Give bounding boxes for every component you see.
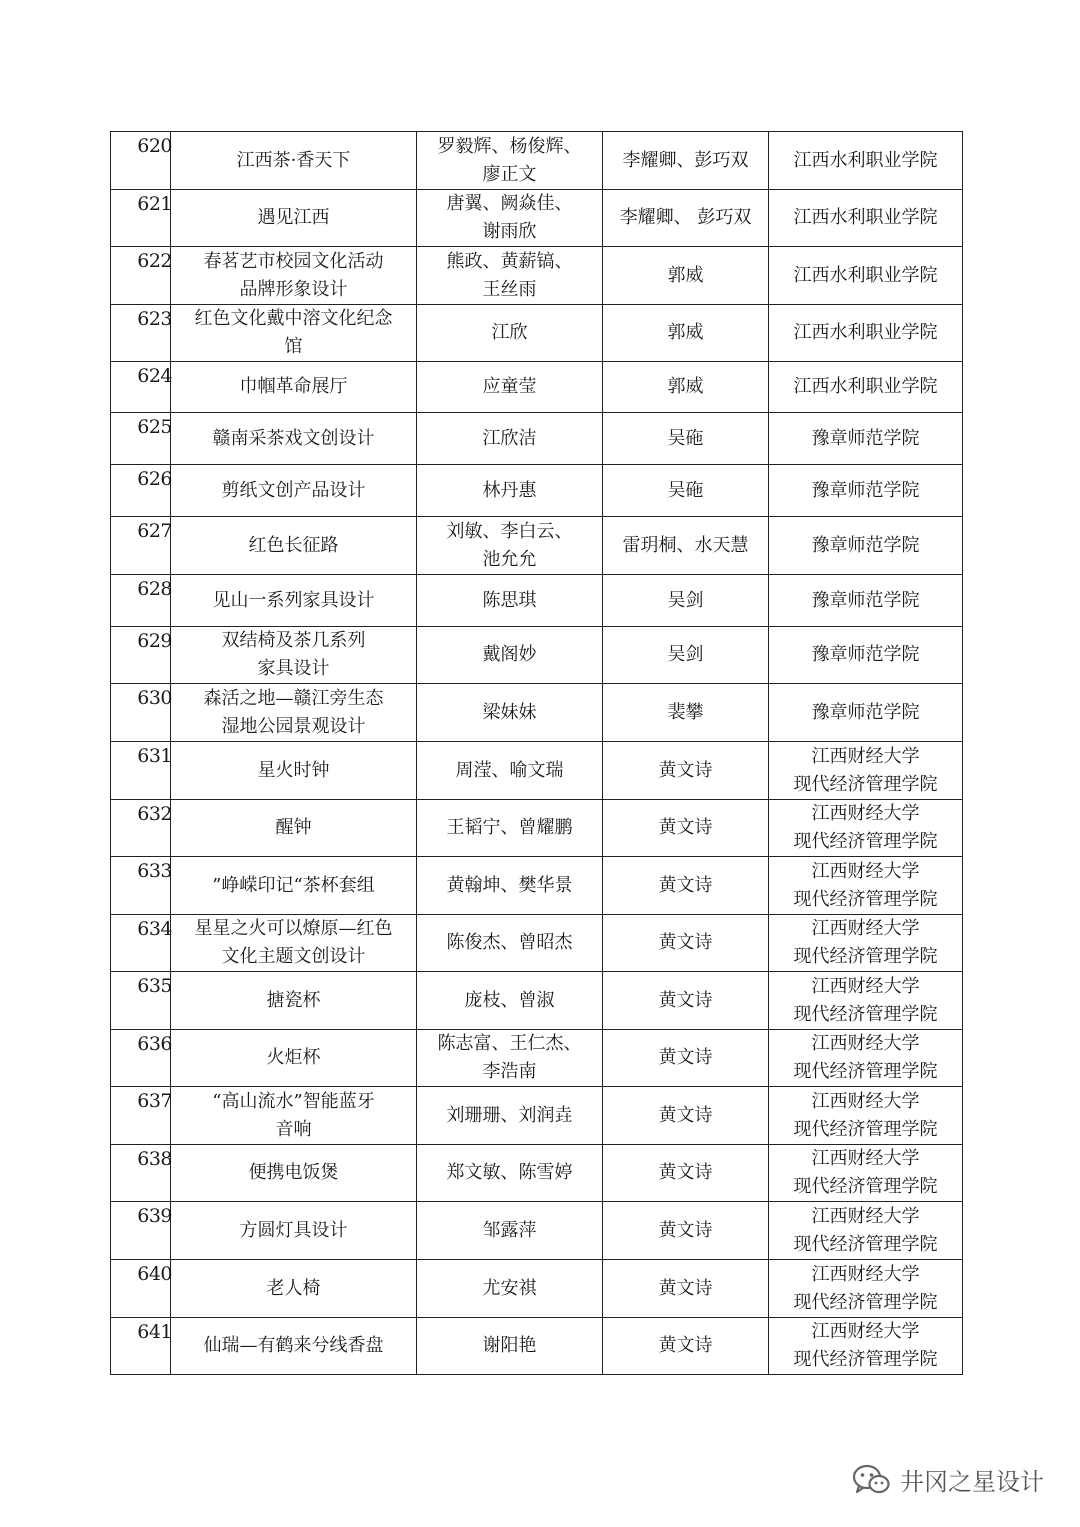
table-row [111, 1260, 963, 1318]
table-row [111, 1030, 963, 1087]
work-title: 巾帼革命展厅 [239, 376, 348, 397]
work-title-cell [171, 972, 417, 1030]
advisors-cell [603, 1260, 769, 1318]
work-title-cell [171, 413, 417, 465]
row-number: 626 [137, 468, 172, 490]
authors-cell [417, 972, 603, 1030]
advisors-cell [603, 684, 769, 742]
table-row [111, 972, 963, 1030]
table-row [111, 305, 963, 362]
work-title: ”峥嵘印记“茶杯套组 [212, 874, 375, 896]
authors: 黄翰坤、樊华景 [446, 874, 573, 896]
table-row [111, 742, 963, 800]
authors: 应童莹 [482, 376, 537, 397]
school-cell [769, 247, 963, 305]
row-number: 634 [137, 918, 172, 940]
school-cell [769, 190, 963, 247]
advisors-cell [603, 413, 769, 465]
authors-cell [417, 1145, 603, 1202]
row-number-cell [111, 972, 171, 1030]
advisors: 黄文诗 [658, 874, 713, 896]
advisors-cell [603, 362, 769, 413]
authors: 林丹惠 [482, 479, 537, 501]
table-row [111, 465, 963, 517]
school: 江西水利职业学院 [793, 322, 938, 343]
work-title: 醒钟 [275, 817, 312, 838]
school: 江西财经大学 现代经济管理学院 [793, 1263, 938, 1313]
row-number: 635 [137, 975, 172, 997]
work-title: 剪纸文创产品设计 [221, 479, 366, 501]
advisors-cell [603, 800, 769, 857]
school: 江西水利职业学院 [793, 149, 938, 171]
advisors: 雷玥桐、水天慧 [622, 534, 749, 556]
work-title: 火炬杯 [266, 1047, 321, 1068]
authors-cell [417, 190, 603, 247]
advisors: 郭威 [667, 264, 704, 286]
advisors-cell [603, 742, 769, 800]
work-title: 红色长征路 [248, 534, 339, 556]
school-cell [769, 857, 963, 915]
authors: 罗毅辉、杨俊辉、 廖正文 [437, 135, 582, 185]
school-cell [769, 305, 963, 362]
authors-cell [417, 800, 603, 857]
authors: 周滢、喻文瑞 [455, 759, 564, 781]
work-title: 方圆灯具设计 [239, 1219, 348, 1241]
row-number: 625 [137, 416, 172, 438]
school: 豫章师范学院 [811, 479, 920, 501]
authors-cell [417, 247, 603, 305]
table-row [111, 915, 963, 972]
authors: 邹露萍 [482, 1219, 537, 1241]
watermark [852, 1462, 1044, 1497]
school: 江西财经大学 现代经济管理学院 [793, 803, 938, 852]
row-number-cell [111, 1318, 171, 1375]
work-title-cell [171, 190, 417, 247]
row-number-cell [111, 132, 171, 190]
advisors: 黄文诗 [658, 932, 713, 953]
school: 豫章师范学院 [811, 534, 920, 556]
work-title-cell [171, 1318, 417, 1375]
work-title: “高山流水”智能蓝牙 音响 [212, 1090, 375, 1140]
work-title-cell [171, 1030, 417, 1087]
work-title: 星火时钟 [257, 759, 330, 781]
row-number-cell [111, 305, 171, 362]
authors-cell [417, 362, 603, 413]
row-number: 639 [137, 1205, 172, 1227]
table-row [111, 1145, 963, 1202]
school: 豫章师范学院 [811, 589, 920, 611]
advisors: 黄文诗 [658, 1277, 713, 1299]
table-row [111, 627, 963, 684]
advisors: 黄文诗 [658, 817, 713, 838]
school: 豫章师范学院 [811, 701, 920, 723]
authors-cell [417, 465, 603, 517]
school: 江西水利职业学院 [793, 376, 938, 397]
row-number-cell [111, 800, 171, 857]
school: 江西财经大学 现代经济管理学院 [793, 860, 938, 910]
advisors: 黄文诗 [658, 759, 713, 781]
table-row [111, 190, 963, 247]
authors-cell [417, 915, 603, 972]
row-number: 623 [137, 308, 172, 330]
advisors-cell [603, 132, 769, 190]
table-row [111, 517, 963, 575]
authors-cell [417, 413, 603, 465]
row-number-cell [111, 1030, 171, 1087]
row-number: 637 [137, 1090, 172, 1112]
school-cell [769, 627, 963, 684]
row-number: 628 [137, 578, 172, 600]
advisors-cell [603, 1145, 769, 1202]
school-cell [769, 972, 963, 1030]
row-number-cell [111, 915, 171, 972]
authors: 刘珊珊、刘润垚 [446, 1104, 573, 1126]
table-row [111, 1318, 963, 1375]
work-title: 星星之火可以燎原—红色 文化主题文创设计 [194, 918, 393, 967]
table-row [111, 132, 963, 190]
work-title-cell [171, 800, 417, 857]
school-cell [769, 132, 963, 190]
table-row [111, 857, 963, 915]
work-title: 搪瓷杯 [266, 989, 321, 1011]
authors: 王韬宁、曾耀鹏 [446, 817, 573, 838]
authors: 唐翼、阙焱佳、 谢雨欣 [446, 193, 573, 242]
school-cell [769, 575, 963, 627]
school: 豫章师范学院 [811, 644, 920, 665]
advisors-cell [603, 247, 769, 305]
work-title: 见山一系列家具设计 [212, 589, 375, 611]
school: 江西财经大学 现代经济管理学院 [793, 975, 938, 1025]
advisors-cell [603, 465, 769, 517]
advisors: 黄文诗 [658, 989, 713, 1011]
work-title-cell [171, 684, 417, 742]
work-title: 便携电饭煲 [248, 1162, 339, 1183]
authors-cell [417, 742, 603, 800]
row-number: 633 [137, 860, 172, 882]
school-cell [769, 1318, 963, 1375]
school-cell [769, 1030, 963, 1087]
table-row [111, 362, 963, 413]
award-list-table [110, 131, 963, 1375]
work-title-cell [171, 742, 417, 800]
school-cell [769, 465, 963, 517]
row-number: 629 [137, 630, 172, 652]
school: 江西水利职业学院 [793, 207, 938, 228]
row-number-cell [111, 517, 171, 575]
authors-cell [417, 575, 603, 627]
advisors: 黄文诗 [658, 1335, 713, 1356]
advisors-cell [603, 1318, 769, 1375]
advisors: 吴砤 [667, 479, 704, 501]
advisors: 吴剑 [667, 644, 704, 665]
table-row [111, 1202, 963, 1260]
authors: 陈志富、王仁杰、 李浩南 [437, 1033, 582, 1082]
advisors: 李耀卿、彭巧双 [622, 149, 749, 171]
school-cell [769, 1087, 963, 1145]
authors: 陈俊杰、曾昭杰 [446, 932, 573, 953]
school: 江西财经大学 现代经济管理学院 [793, 1090, 938, 1140]
row-number: 621 [137, 193, 172, 215]
work-title-cell [171, 575, 417, 627]
row-number-cell [111, 575, 171, 627]
advisors-cell [603, 857, 769, 915]
work-title-cell [171, 1087, 417, 1145]
advisors: 黄文诗 [658, 1047, 713, 1068]
table-body [111, 132, 963, 1375]
work-title-cell [171, 247, 417, 305]
authors-cell [417, 1030, 603, 1087]
school: 江西财经大学 现代经济管理学院 [793, 1033, 938, 1082]
table-row [111, 800, 963, 857]
row-number-cell [111, 362, 171, 413]
authors: 庞枝、曾淑 [464, 989, 555, 1011]
row-number: 641 [137, 1321, 172, 1343]
row-number-cell [111, 1202, 171, 1260]
row-number-cell [111, 190, 171, 247]
school: 江西财经大学 现代经济管理学院 [793, 918, 938, 967]
advisors: 裴攀 [667, 701, 704, 723]
authors-cell [417, 1318, 603, 1375]
advisors: 黄文诗 [658, 1162, 713, 1183]
authors-cell [417, 132, 603, 190]
school-cell [769, 1202, 963, 1260]
authors-cell [417, 1260, 603, 1318]
authors-cell [417, 517, 603, 575]
school-cell [769, 684, 963, 742]
school-cell [769, 1145, 963, 1202]
row-number-cell [111, 413, 171, 465]
work-title: 江西茶·香天下 [236, 149, 351, 171]
school-cell [769, 362, 963, 413]
advisors-cell [603, 1202, 769, 1260]
authors-cell [417, 305, 603, 362]
school-cell [769, 742, 963, 800]
advisors: 郭威 [667, 322, 704, 343]
school: 江西财经大学 现代经济管理学院 [793, 745, 938, 795]
school-cell [769, 517, 963, 575]
authors: 江欣洁 [482, 427, 537, 449]
row-number: 640 [137, 1263, 172, 1285]
advisors-cell [603, 575, 769, 627]
school: 江西财经大学 现代经济管理学院 [793, 1148, 938, 1197]
work-title-cell [171, 362, 417, 413]
authors-cell [417, 627, 603, 684]
school-cell [769, 915, 963, 972]
school-cell [769, 413, 963, 465]
advisors-cell [603, 1087, 769, 1145]
wechat-icon [852, 1463, 890, 1497]
work-title-cell [171, 857, 417, 915]
row-number: 631 [137, 745, 172, 767]
row-number-cell [111, 1260, 171, 1318]
authors-cell [417, 857, 603, 915]
work-title-cell [171, 1145, 417, 1202]
authors: 江欣 [491, 322, 528, 343]
advisors: 李耀卿、 彭巧双 [619, 207, 752, 228]
row-number-cell [111, 684, 171, 742]
authors: 郑文敏、陈雪婷 [446, 1162, 573, 1183]
work-title: 红色文化戴中溶文化纪念 馆 [194, 308, 393, 357]
authors: 梁妹妹 [482, 701, 537, 723]
school: 江西财经大学 现代经济管理学院 [793, 1205, 938, 1255]
row-number-cell [111, 1145, 171, 1202]
work-title: 春茗艺市校园文化活动 品牌形象设计 [203, 250, 384, 300]
authors-cell [417, 1202, 603, 1260]
school-cell [769, 800, 963, 857]
work-title-cell [171, 132, 417, 190]
work-title-cell [171, 627, 417, 684]
work-title-cell [171, 1202, 417, 1260]
work-title: 赣南采茶戏文创设计 [212, 427, 375, 449]
watermark-text: 井冈之星设计 [900, 1468, 1044, 1496]
authors: 戴阁妙 [482, 644, 537, 665]
work-title: 双结椅及茶几系列 家具设计 [221, 630, 366, 679]
advisors: 郭威 [667, 376, 704, 397]
authors: 陈思琪 [482, 589, 537, 611]
advisors-cell [603, 517, 769, 575]
table-row [111, 247, 963, 305]
advisors-cell [603, 1030, 769, 1087]
work-title: 遇见江西 [257, 207, 330, 228]
authors-cell [417, 684, 603, 742]
work-title-cell [171, 517, 417, 575]
authors-cell [417, 1087, 603, 1145]
row-number: 636 [137, 1033, 172, 1055]
advisors-cell [603, 305, 769, 362]
row-number-cell [111, 857, 171, 915]
work-title-cell [171, 465, 417, 517]
authors: 尤安祺 [482, 1277, 537, 1299]
school: 江西财经大学 现代经济管理学院 [793, 1321, 938, 1370]
work-title: 仙瑞—有鹤来兮线香盘 [203, 1335, 384, 1356]
advisors-cell [603, 972, 769, 1030]
row-number: 632 [137, 803, 172, 825]
work-title-cell [171, 915, 417, 972]
row-number: 627 [137, 520, 172, 542]
work-title-cell [171, 1260, 417, 1318]
row-number-cell [111, 1087, 171, 1145]
advisors-cell [603, 627, 769, 684]
row-number: 622 [137, 250, 172, 272]
row-number: 620 [137, 135, 172, 157]
table-row [111, 413, 963, 465]
work-title: 森活之地—赣江旁生态 湿地公园景观设计 [203, 687, 384, 737]
school-cell [769, 1260, 963, 1318]
school: 江西水利职业学院 [793, 264, 938, 286]
advisors: 吴剑 [667, 589, 704, 611]
school: 豫章师范学院 [811, 427, 920, 449]
row-number: 624 [137, 365, 172, 387]
advisors: 黄文诗 [658, 1219, 713, 1241]
authors: 熊政、黄薪镐、 王丝雨 [446, 250, 573, 300]
work-title-cell [171, 305, 417, 362]
table-row [111, 575, 963, 627]
row-number: 638 [137, 1148, 172, 1170]
authors: 谢阳艳 [482, 1335, 537, 1356]
advisors-cell [603, 915, 769, 972]
advisors: 黄文诗 [658, 1104, 713, 1126]
table-row [111, 684, 963, 742]
advisors-cell [603, 190, 769, 247]
advisors: 吴砤 [667, 427, 704, 449]
row-number-cell [111, 465, 171, 517]
table-row [111, 1087, 963, 1145]
row-number-cell [111, 247, 171, 305]
row-number-cell [111, 627, 171, 684]
row-number-cell [111, 742, 171, 800]
work-title: 老人椅 [266, 1277, 321, 1299]
row-number: 630 [137, 687, 172, 709]
authors: 刘敏、李白云、 池允允 [446, 520, 573, 570]
